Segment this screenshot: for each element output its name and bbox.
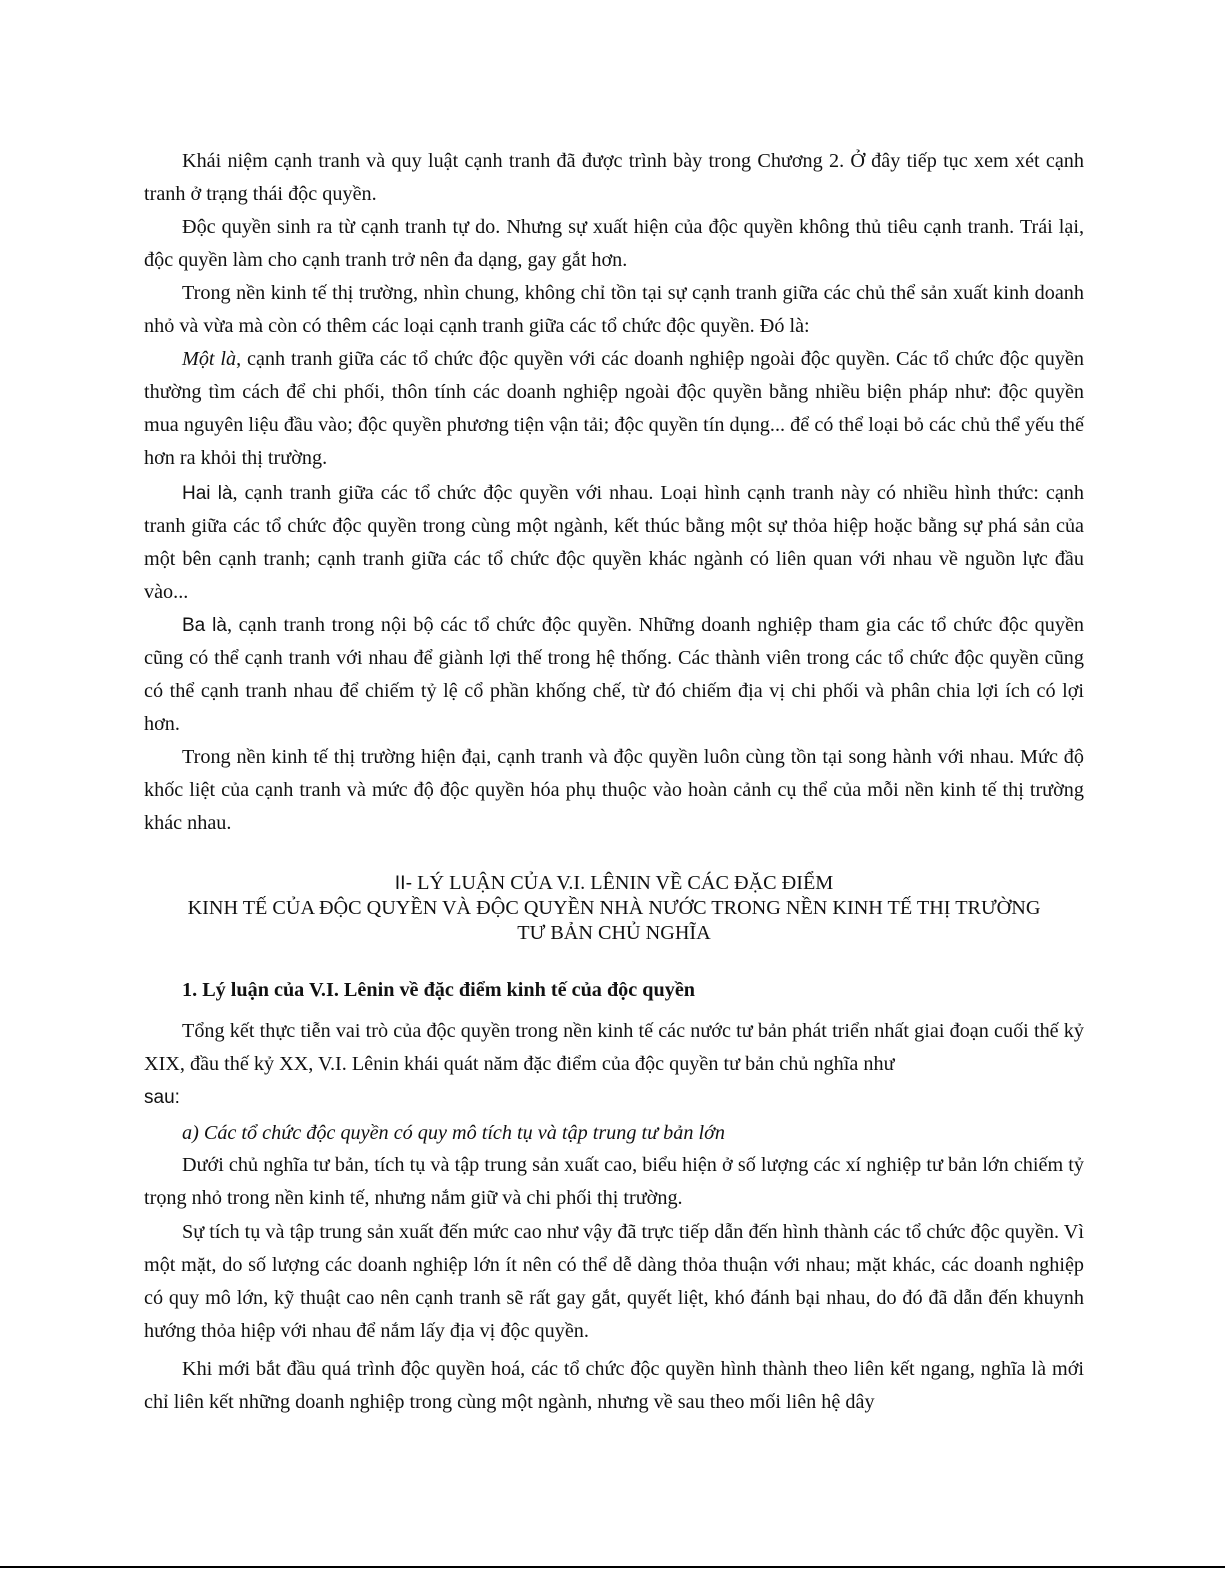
paragraph-text: Trong nền kinh tế thị trường hiện đại, cạnh tranh và độc quyền luôn cùng tồn tại song hành với nhau. Mức độ khốc liệt của cạnh tranh và mức độ độc quyền hóa phụ thuộc vào hoàn cảnh cụ thể của mỗi nền kinh tế thị trường khác nhau. <box>144 746 1084 834</box>
paragraph-lenin-summary <box>144 1015 1084 1114</box>
item-a-heading: a) Các tổ chức độc quyền có quy mô tích tụ và tập trung tư bản lớn <box>182 1122 725 1144</box>
subheading: 1. Lý luận của V.I. Lênin về đặc điểm kinh tế của độc quyền <box>182 979 696 1001</box>
paragraph-text: , cạnh tranh giữa các tổ chức độc quyền với các doanh nghiệp ngoài độc quyền. Các tổ chức độc quyền thường tìm cách để chi phối, thôn tính các doanh nghiệp ngoài độc quyền bằng nhiều biện pháp như: độc quyền mua nguyên liệu đầu vào; độc quyền phương tiện vận tải; độc quyền tín dụng... để có thể loại bỏ các chủ thể yếu thế hơn ra khỏi thị trường. <box>144 348 1084 469</box>
section-heading-line1 <box>144 871 1084 896</box>
paragraph-third-type <box>144 609 1084 741</box>
section-heading-line3: TƯ BẢN CHỦ NGHĨA <box>517 922 711 944</box>
paragraph-competition-intro <box>144 145 1084 211</box>
paragraph-second-type <box>144 477 1084 609</box>
paragraph-text: Sự tích tụ và tập trung sản xuất đến mức cao như vậy đã trực tiếp dẫn đến hình thành các tổ chức độc quyền. Vì một mặt, do số lượng các doanh nghiệp lớn ít nên có thể dễ dàng thỏa thuận với nhau; mặt khác, các doanh nghiệp có quy mô lớn, kỹ thuật cao nên cạnh tranh sẽ rất gay gắt, quyết liệt, khó đánh bại nhau, do đó đã dẫn đến khuynh hướng thỏa hiệp với nhau để nắm lấy địa vị độc quyền. <box>144 1221 1084 1342</box>
paragraph-text: Khái niệm cạnh tranh và quy luật cạnh tranh đã được trình bày trong Chương 2. Ở đây tiếp tục xem xét cạnh tranh ở trạng thái độc quyền. <box>144 150 1084 205</box>
paragraph-concentration-effects <box>144 1216 1084 1348</box>
paragraph-lead: Một là <box>182 348 237 370</box>
paragraph-text: Độc quyền sinh ra từ cạnh tranh tự do. Nhưng sự xuất hiện của độc quyền không thủ tiêu cạnh tranh. Trái lại, độc quyền làm cho cạnh tranh trở nên đa dạng, gay gắt hơn. <box>144 216 1084 271</box>
paragraph-modern-market <box>144 741 1084 840</box>
paragraph-lead: Ba là <box>182 615 227 636</box>
paragraph-tail: sau: <box>144 1087 180 1108</box>
section-heading-text: LÝ LUẬN CỦA V.I. LÊNIN VỀ CÁC ĐẶC ĐIỂM <box>412 872 834 894</box>
paragraph-monopoly-origin <box>144 211 1084 277</box>
paragraph-text: Dưới chủ nghĩa tư bản, tích tụ và tập trung sản xuất cao, biểu hiện ở số lượng các xí nghiệp tư bản lớn chiếm tỷ trọng nhỏ trong nền kinh tế, nhưng nắm giữ và chi phối thị trường. <box>144 1154 1084 1209</box>
paragraph-market-types <box>144 277 1084 343</box>
paragraph-text: Tổng kết thực tiễn vai trò của độc quyền trong nền kinh tế các nước tư bản phát triển nhất giai đoạn cuối thế kỷ XIX, đầu thế kỷ XX, V.I. Lênin khái quát năm đặc điểm của độc quyền tư bản chủ nghĩa như <box>144 1020 1084 1075</box>
page-bottom-rule <box>0 1566 1225 1568</box>
paragraph-first-type <box>144 343 1084 475</box>
section-heading <box>144 871 1084 946</box>
paragraph-horizontal-linkage <box>144 1353 1084 1419</box>
section-heading-line2: KINH TẾ CỦA ĐỘC QUYỀN VÀ ĐỘC QUYỀN NHÀ NƯỚC TRONG NỀN KINH TẾ THỊ TRƯỜNG <box>187 897 1041 919</box>
paragraph-lead: Hai là <box>182 483 233 504</box>
section-number: II- <box>394 872 413 894</box>
paragraph-text: Khi mới bắt đầu quá trình độc quyền hoá, các tổ chức độc quyền hình thành theo liên kết ngang, nghĩa là mới chỉ liên kết những doanh nghiệp trong cùng một ngành, nhưng về sau theo mối liên hệ dây <box>144 1358 1084 1413</box>
paragraph-capitalism-concentration <box>144 1149 1084 1215</box>
paragraph-text: , cạnh tranh giữa các tổ chức độc quyền với nhau. Loại hình cạnh tranh này có nhiều hình thức: cạnh tranh giữa các tổ chức độc quyền trong cùng một ngành, kết thúc bằng một sự thỏa hiệp hoặc bằng sự phá sản của một bên cạnh tranh; cạnh tranh giữa các tổ chức độc quyền khác ngành có liên quan với nhau về nguồn lực đầu vào... <box>144 482 1084 603</box>
paragraph-text: , cạnh tranh trong nội bộ các tổ chức độc quyền. Những doanh nghiệp tham gia các tổ chức độc quyền cũng có thể cạnh tranh với nhau để giành lợi thế trong hệ thống. Các thành viên trong các tổ chức độc quyền cũng có thể cạnh tranh nhau để chiếm tỷ lệ cổ phần khống chế, từ đó chiếm địa vị chi phối và phân chia lợi ích có lợi hơn. <box>144 614 1084 735</box>
paragraph-text: Trong nền kinh tế thị trường, nhìn chung, không chỉ tồn tại sự cạnh tranh giữa các chủ thể sản xuất kinh doanh nhỏ và vừa mà còn có thêm các loại cạnh tranh giữa các tổ chức độc quyền. Đó là: <box>144 282 1084 337</box>
